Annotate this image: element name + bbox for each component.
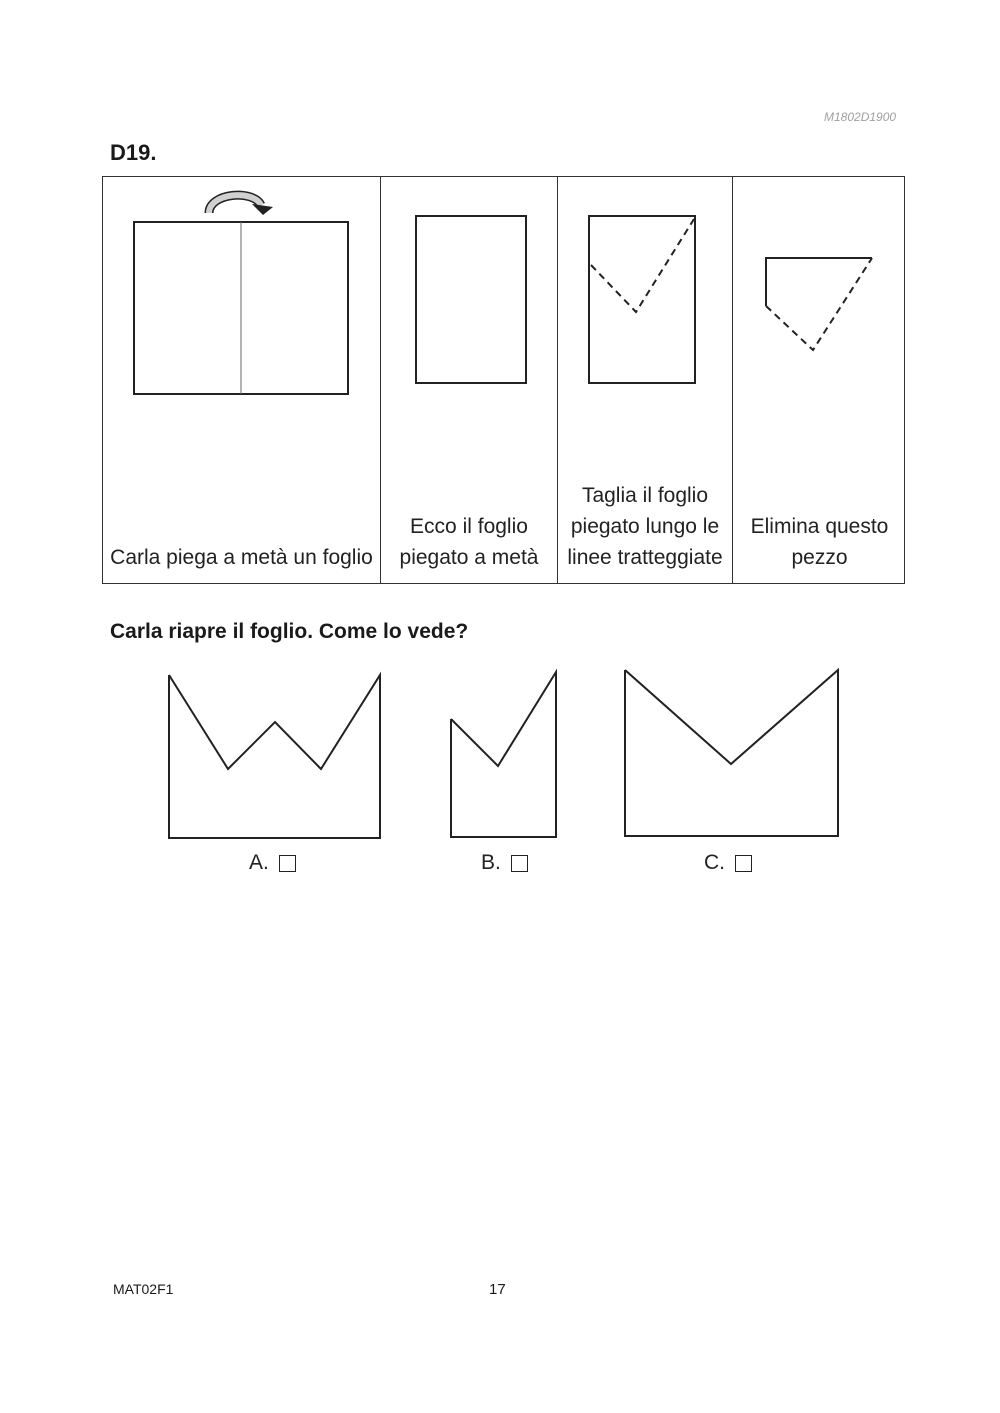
form-code: MAT02F1 xyxy=(113,1281,174,1297)
option-b-label: B. xyxy=(481,851,501,874)
fold-sheet-icon xyxy=(103,177,380,417)
option-c-checkbox[interactable] xyxy=(735,855,752,872)
step-2-cell xyxy=(380,177,557,583)
page-number: 17 xyxy=(489,1281,506,1298)
option-b xyxy=(481,851,528,875)
option-a-label: A. xyxy=(249,851,269,874)
option-c xyxy=(704,851,752,875)
option-a xyxy=(249,851,296,875)
option-c-label: C. xyxy=(704,851,725,874)
option-c-shape xyxy=(615,660,850,845)
option-a-checkbox[interactable] xyxy=(279,855,296,872)
step-4-cell xyxy=(732,177,906,583)
step-3-cell xyxy=(557,177,732,583)
option-a-shape xyxy=(160,665,390,850)
question-number: D19. xyxy=(110,140,157,165)
item-code: M1802D1900 xyxy=(824,110,897,124)
option-b-checkbox[interactable] xyxy=(511,855,528,872)
step-3-caption: Taglia il foglio piegato lungo le linee tratteggiate xyxy=(567,484,723,569)
cut-lines-icon xyxy=(558,177,733,417)
option-b-shape xyxy=(440,665,570,850)
folded-sheet-icon xyxy=(381,177,558,417)
step-4-caption: Elimina questo pezzo xyxy=(750,515,889,569)
step-1-caption: Carla piega a metà un foglio xyxy=(110,546,373,569)
question-text: Carla riapre il foglio. Come lo vede? xyxy=(110,620,469,643)
steps-table xyxy=(102,176,905,584)
step-2-caption: Ecco il foglio piegato a metà xyxy=(399,515,539,569)
removed-piece-icon xyxy=(733,177,907,417)
step-1-cell xyxy=(103,177,380,583)
